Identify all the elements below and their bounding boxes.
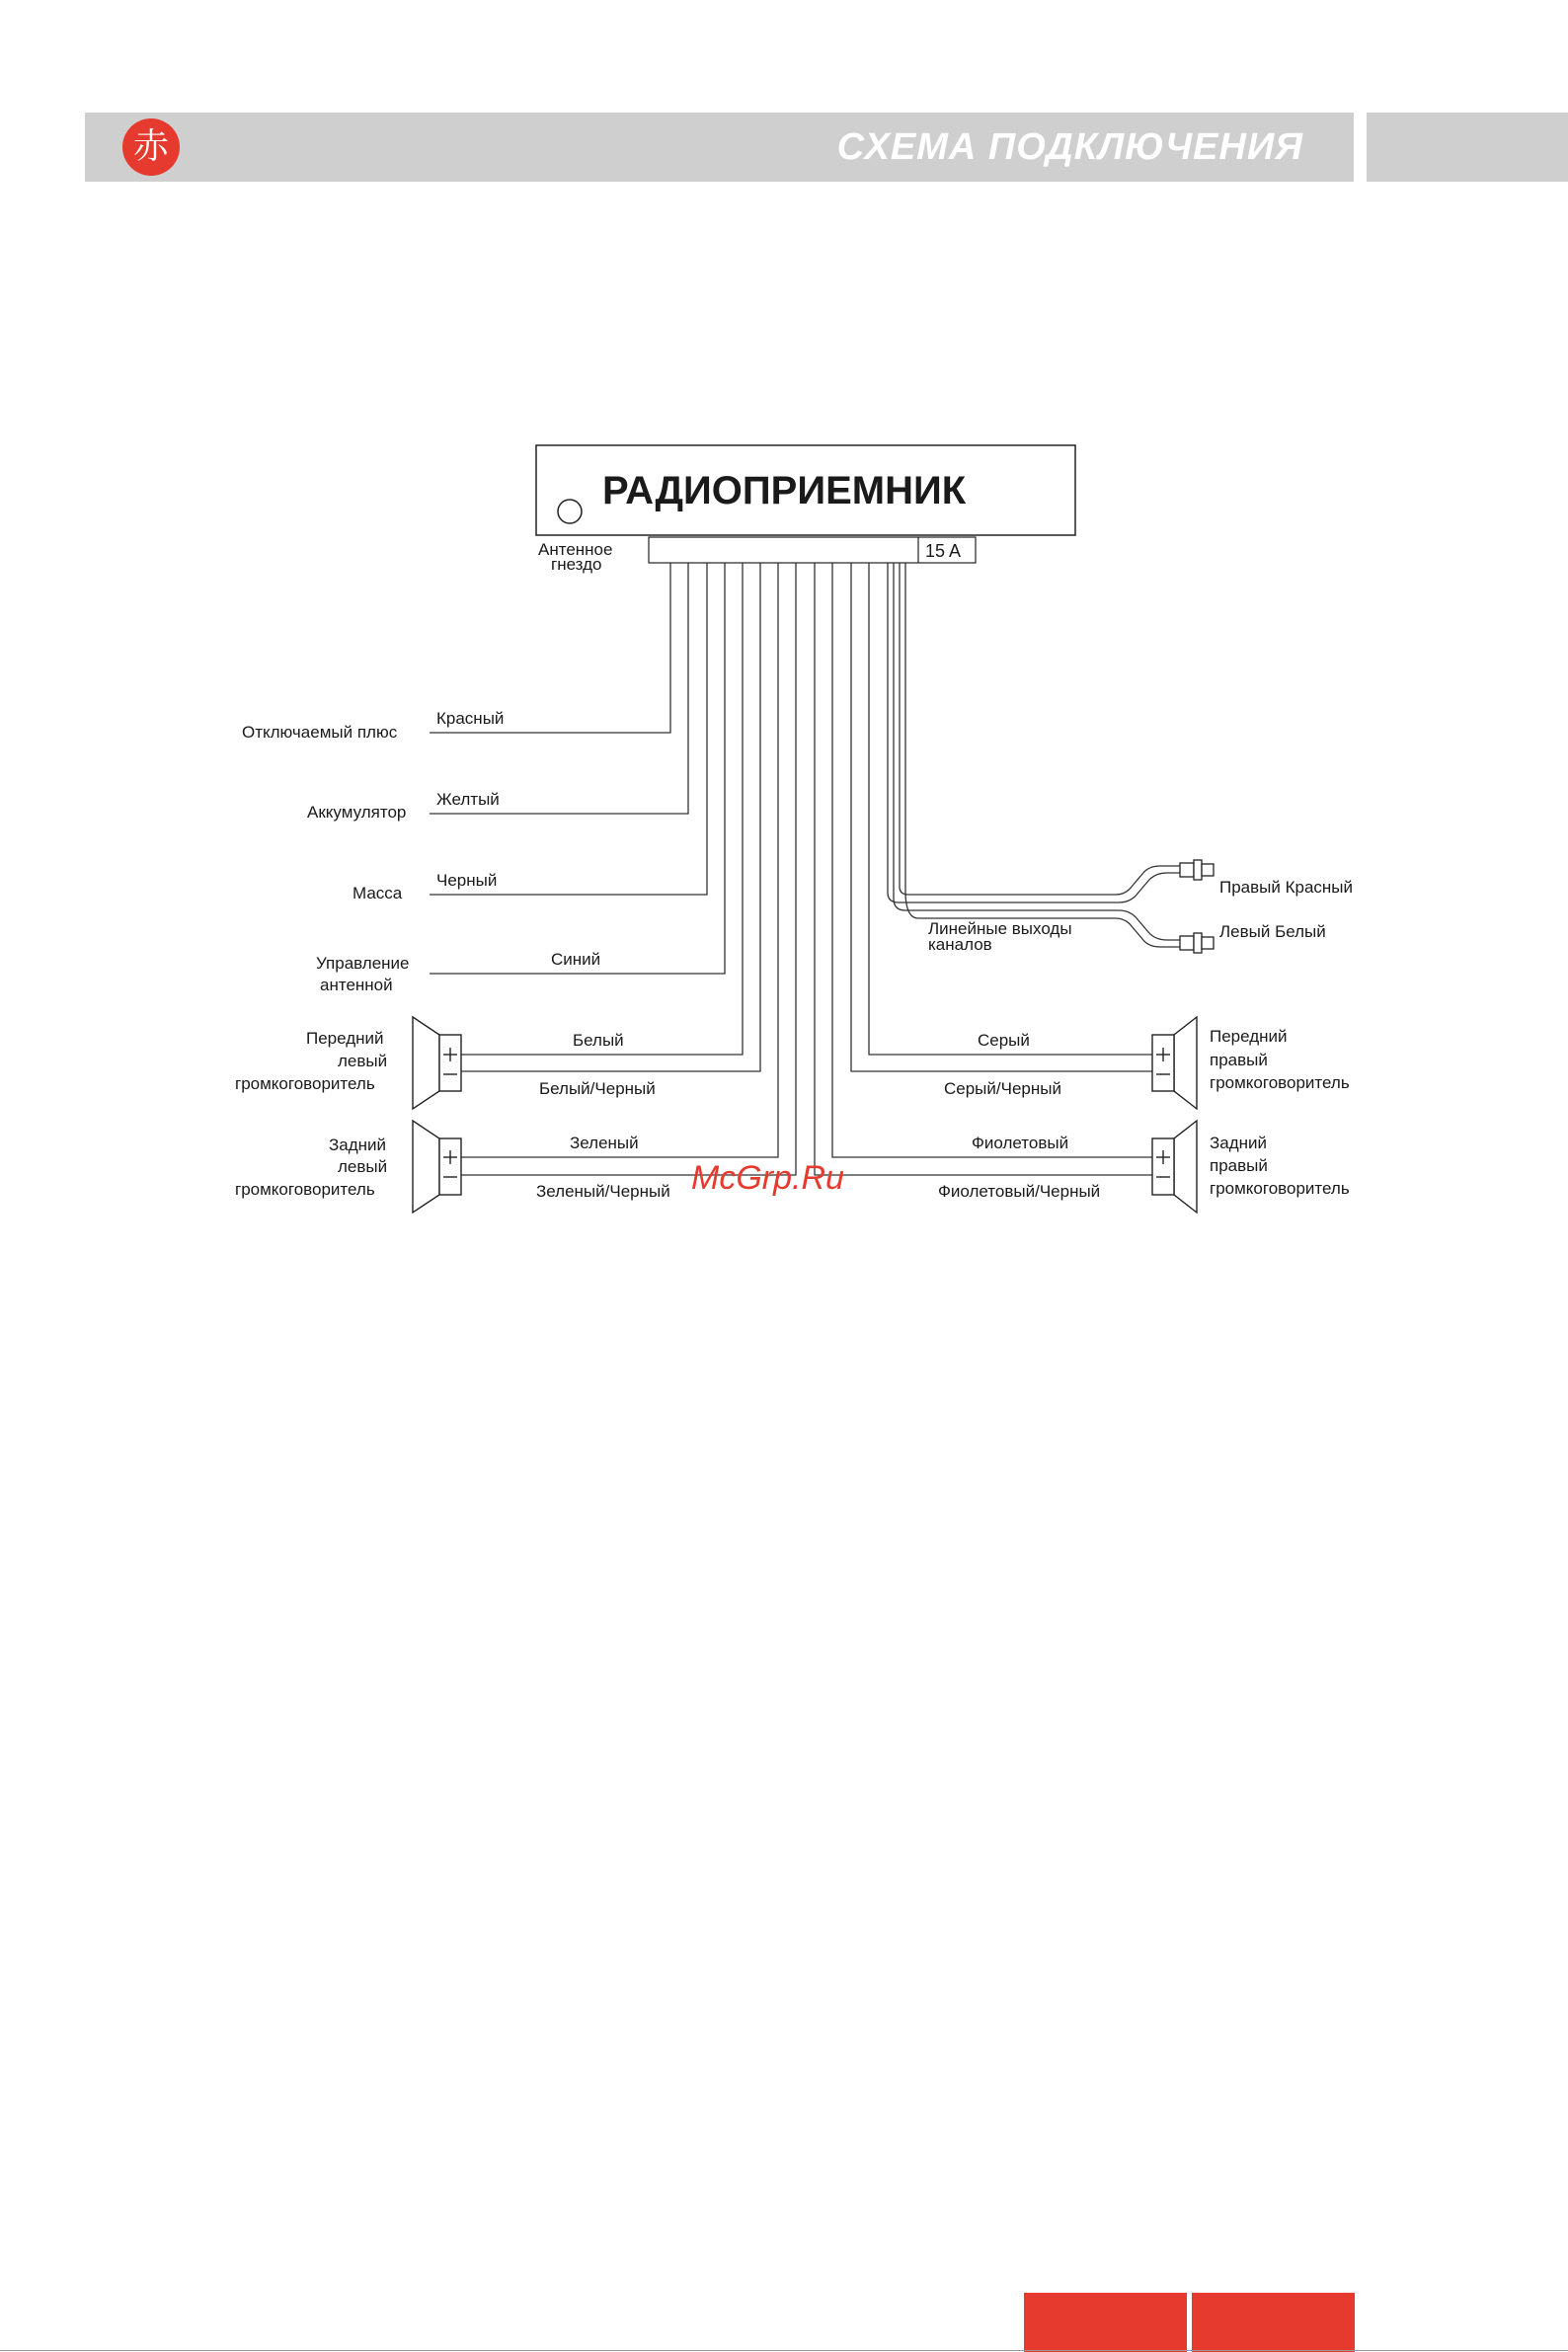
wire-color-white: Белый [573, 1031, 624, 1050]
rear-right-line1: Задний [1210, 1134, 1268, 1152]
wire-color-yellow: Желтый [436, 790, 500, 809]
line-out-left: Левый Белый [1219, 922, 1326, 941]
speaker-rear-left-icon [413, 1121, 461, 1213]
wire-color-gray: Серый [978, 1031, 1030, 1050]
rca-plug-left-icon [1180, 933, 1214, 953]
footer-accent-right [1192, 2293, 1355, 2352]
brand-logo: 赤 [122, 118, 180, 176]
label-battery: Аккумулятор [307, 803, 407, 822]
speaker-front-right-icon [1152, 1017, 1197, 1109]
rear-left-line3: громкоговоритель [235, 1180, 375, 1199]
label-ground: Масса [353, 884, 403, 902]
fuse-label: 15 A [925, 541, 962, 561]
rca-plug-right-icon [1180, 860, 1214, 880]
label-antenna-control-1: Управление [316, 954, 410, 973]
speaker-rear-right-icon [1152, 1121, 1197, 1213]
rear-left-line1: Задний [329, 1136, 387, 1154]
rear-right-line2: правый [1210, 1156, 1268, 1175]
antenna-socket-icon [558, 500, 582, 523]
wire-color-violet-black: Фиолетовый/Черный [938, 1182, 1101, 1201]
front-right-line3: громкоговоритель [1210, 1073, 1350, 1092]
wire-color-blue: Синий [551, 950, 601, 969]
line-out-right: Правый Красный [1219, 878, 1354, 897]
line-out-label-2: каналов [928, 935, 992, 954]
front-right-line1: Передний [1210, 1027, 1288, 1046]
label-antenna-control-2: антенной [320, 976, 393, 994]
page-title: СХЕМА ПОДКЛЮЧЕНИЯ [836, 126, 1303, 168]
wire-color-black: Черный [436, 871, 498, 890]
antenna-label-1: Антенное [538, 540, 613, 559]
label-switched-plus: Отключаемый плюс [242, 723, 398, 742]
wire-color-green-black: Зеленый/Черный [536, 1182, 670, 1201]
wire-color-violet: Фиолетовый [972, 1134, 1069, 1152]
rear-left-line2: левый [338, 1157, 388, 1176]
watermark: McGrp.Ru [691, 1159, 844, 1197]
front-left-line1: Передний [306, 1029, 384, 1048]
wire-color-green: Зеленый [570, 1134, 639, 1152]
wire-color-white-black: Белый/Черный [539, 1079, 656, 1098]
footer-divider [0, 2350, 1568, 2351]
footer-accent-left [1024, 2293, 1187, 2352]
line-out-label-1: Линейные выходы [928, 919, 1072, 938]
speaker-front-left-icon [413, 1017, 461, 1109]
antenna-label-2: гнездо [551, 555, 602, 574]
front-left-line2: левый [338, 1052, 388, 1070]
wire-color-gray-black: Серый/Черный [944, 1079, 1061, 1098]
radio-title: РАДИОПРИЕМНИК [602, 469, 967, 512]
wire-color-red: Красный [436, 709, 505, 728]
front-left-line3: громкоговоритель [235, 1074, 375, 1093]
rear-right-line3: громкоговоритель [1210, 1179, 1350, 1198]
front-right-line2: правый [1210, 1051, 1268, 1069]
